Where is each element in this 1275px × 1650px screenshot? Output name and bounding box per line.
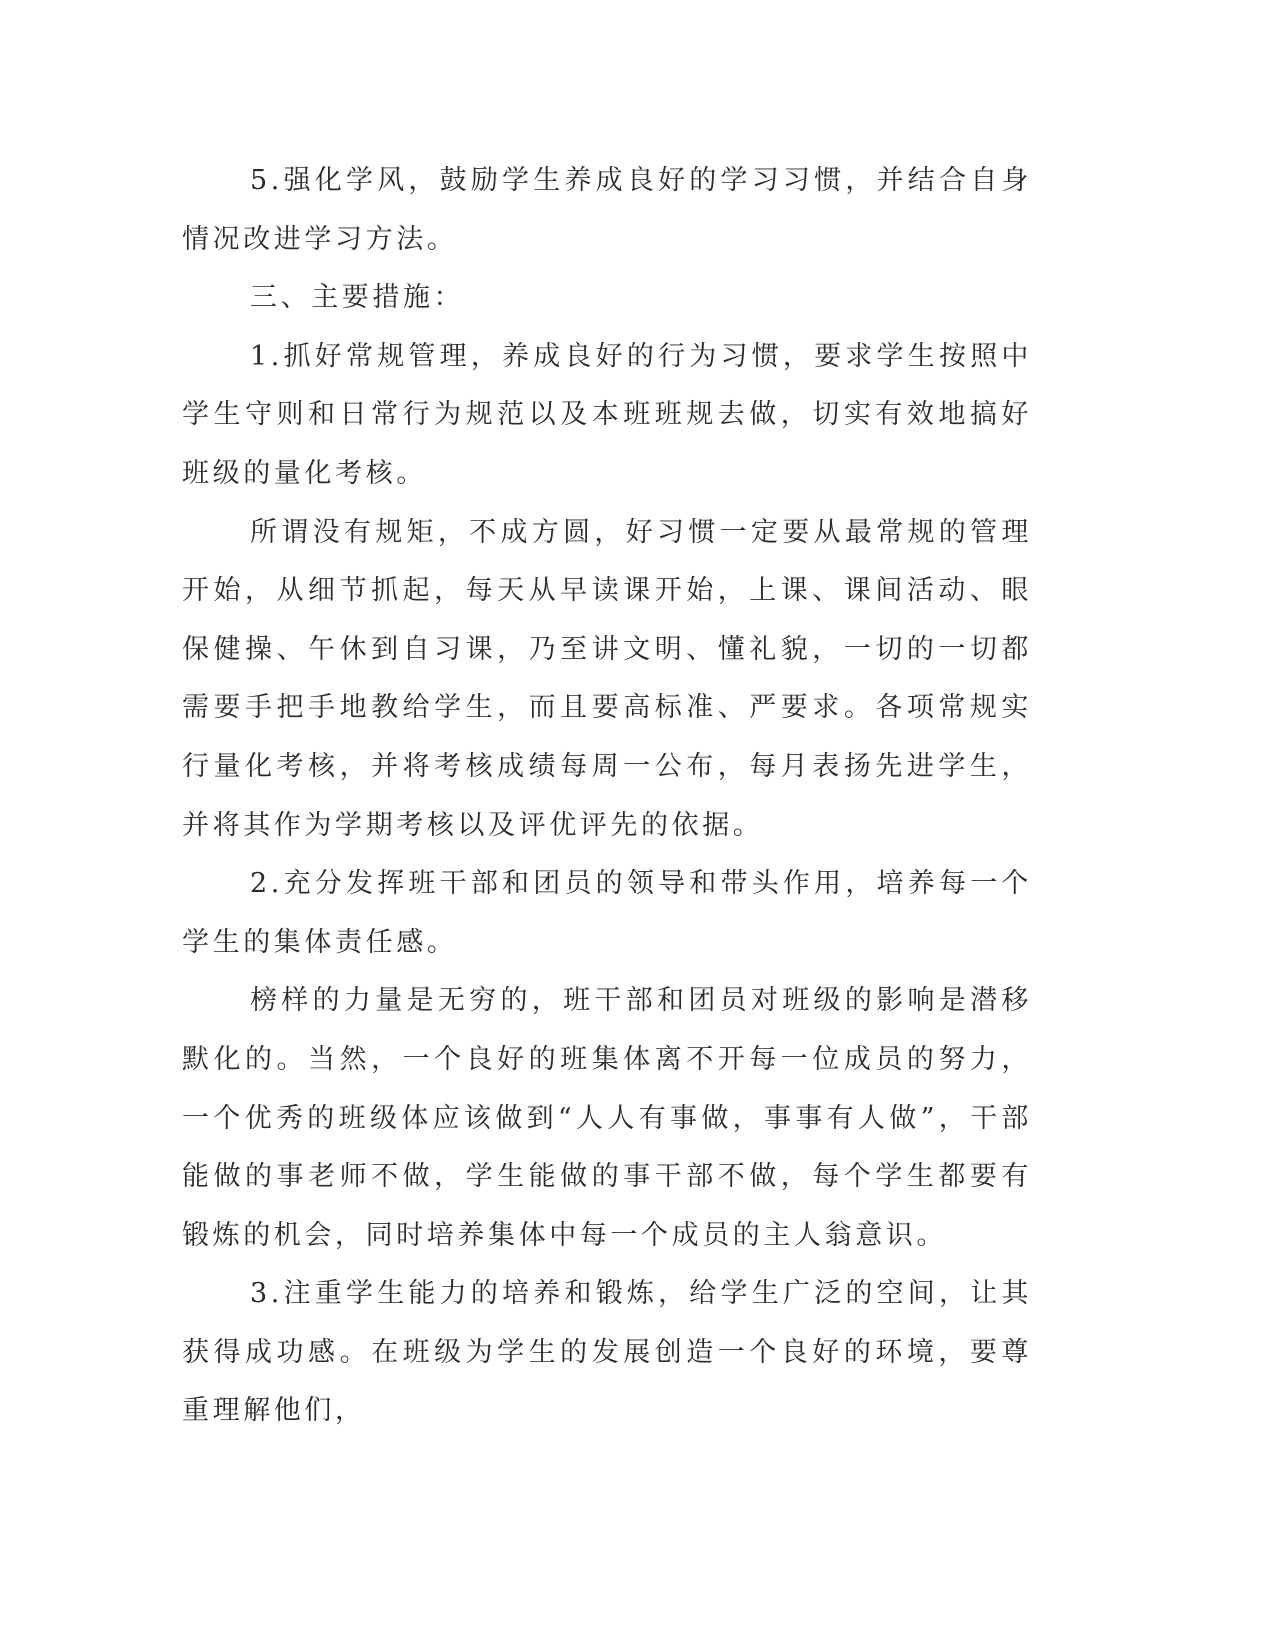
paragraph-routine-management: 1.抓好常规管理，养成良好的行为习惯，要求学生按照中学生守则和日常行为规范以及本班班规去做，切实有效地搞好班级的量化考核。 — [182, 340, 1032, 489]
paragraph-role-models: 榜样的力量是无穷的，班干部和团员对班级的影响是潜移默化的。当然，一个良好的班集体离不开每一位成员的努力，一个优秀的班级体应该做到“人人有事做，事事有人做”，干部能做的事老师不做，学生能做的事干部不做，每个学生都要有锻炼的机会，同时培养集体中每一个成员的主人翁意识。 — [182, 985, 1032, 1251]
section-heading-main-measures: 三、主要措施： — [250, 282, 465, 314]
paragraph-class-cadres: 2.充分发挥班干部和团员的领导和带头作用，培养每一个学生的集体责任感。 — [182, 868, 1032, 958]
paragraph-study-habits: 5.强化学风，鼓励学生养成良好的学习习惯，并结合自身情况改进学习方法。 — [182, 165, 1032, 255]
paragraph-rules-detail: 所谓没有规矩，不成方圆，好习惯一定要从最常规的管理开始，从细节抓起，每天从早读课开始，上课、课间活动、眼保健操、午休到自习课，乃至讲文明、懂礼貌，一切的一切都需要手把手地教给学生，而且要高标准、严要求。各项常规实行量化考核，并将考核成绩每周一公布，每月表扬先进学生，并将其作为学期考核以及评优评先的依据。 — [182, 516, 1032, 841]
document-body — [182, 152, 1032, 1441]
paragraph-student-ability: 3.注重学生能力的培养和锻炼，给学生广泛的空间，让其获得成功感。在班级为学生的发展创造一个良好的环境，要尊重理解他们， — [182, 1278, 1032, 1427]
